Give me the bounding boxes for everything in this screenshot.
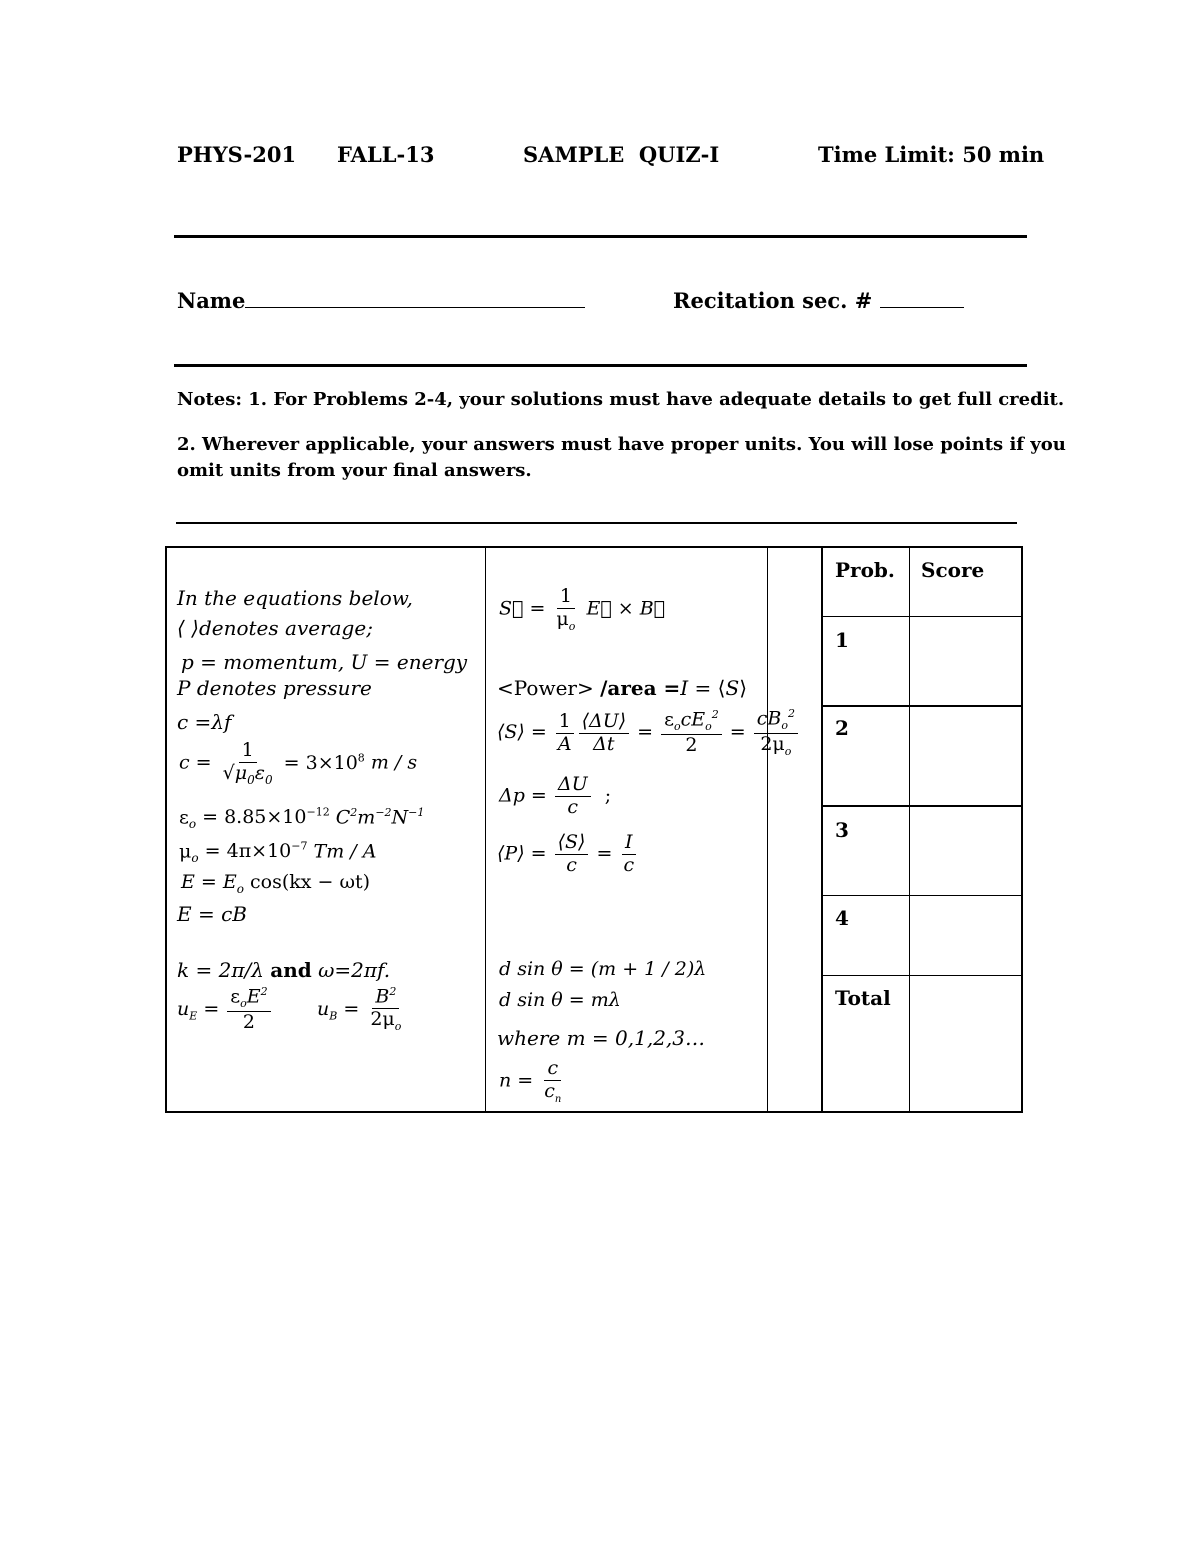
section-label: Recitation sec. # — [673, 288, 873, 313]
note-2-line2: omit units from your final answers. — [177, 460, 532, 481]
order-note: where m = 0,1,2,3… — [497, 1026, 705, 1050]
e-cb-formula: E = cB — [177, 902, 247, 926]
prob-row-3: 3 — [835, 818, 849, 842]
electric-energy-density-formula: $u_E$ = $\frac{\varepsilon_oE^2}{2}$ — [177, 986, 273, 1034]
top-rule — [174, 235, 1027, 238]
e-field-lhs: E = E — [181, 871, 237, 893]
row-divider — [822, 616, 1021, 617]
name-label: Name — [177, 288, 246, 313]
note-1: Notes: 1. For Problems 2-4, your solutions must have adequate details to get full credit. — [177, 389, 1065, 410]
momentum-energy-note: p = momentum, U = energy — [181, 650, 468, 674]
course-code: PHYS-201 — [177, 142, 297, 167]
prob-row-total: Total — [835, 986, 891, 1010]
permittivity-formula: $\varepsilon_o = 8.85\times 10^{-12}$ $C^2m^{-2}N^{-1}$ — [179, 806, 425, 832]
prob-row-1: 1 — [835, 628, 849, 652]
momentum-formula: Δp = $\frac{\Delta U}{c}$ ; — [499, 773, 612, 818]
row-divider — [822, 805, 1021, 807]
equations-intro: In the equations below, — [177, 586, 413, 610]
column-divider — [485, 548, 486, 1111]
pressure-formula: ⟨P⟩ = $\frac{⟨S⟩}{c}$ = $\frac{I}{c}$ — [497, 831, 635, 876]
column-divider — [821, 548, 823, 1111]
quiz-title: SAMPLE QUIZ-I — [523, 142, 720, 167]
bright-fringe-formula: d sin θ = (m + 1 / 2)λ — [499, 958, 707, 980]
power-label: <Power> — [497, 676, 594, 700]
name-field — [177, 288, 585, 313]
prob-column-header: Prob. — [835, 558, 895, 582]
time-limit: Time Limit: 50 min — [818, 142, 1045, 167]
speed-of-light-formula: c = $\frac{1}{√\mu_0\varepsilon_0}$ = $3\times 10^8$ m / s — [179, 739, 418, 787]
electric-field-wave-formula: $E = E_o$ cos(kx − ωt) — [181, 871, 371, 896]
permeability-formula: $\mu_o = 4\pi\times 10^{-7}$ Tm / A — [179, 840, 377, 866]
row-divider — [822, 975, 1021, 976]
name-blank[interactable] — [245, 307, 585, 308]
prob-row-2: 2 — [835, 716, 849, 740]
formula-score-table — [165, 546, 1023, 1113]
refractive-index-formula: n = $\frac{c}{c_n}$ — [499, 1057, 562, 1105]
column-divider — [909, 548, 910, 1111]
k-formula: k = 2π/λ — [177, 958, 264, 982]
row-divider — [822, 705, 1021, 707]
magnetic-energy-density-formula: $u_B$ = $\frac{B^2}{2\mu_o}$ — [317, 985, 402, 1033]
score-column-header: Score — [921, 558, 985, 582]
e-field-cos: cos(kx − ωt) — [250, 871, 371, 893]
note-2-line1: 2. Wherever applicable, your answers must have proper units. You will lose points if you — [177, 434, 1066, 455]
row-divider — [822, 895, 1021, 896]
section-field — [673, 288, 964, 313]
middle-rule — [174, 364, 1027, 367]
term-label: FALL-13 — [337, 142, 435, 167]
average-poynting-formula: ⟨S⟩ = $\frac{1}{A}$ $\frac{⟨\Delta U⟩}{\Delta t}$ = $\frac{\varepsilon_ocE_o^2}{2}$ = $\frac{cB_o^2}{2\mu_o}$ — [497, 708, 800, 758]
column-divider — [767, 548, 768, 1111]
prob-row-4: 4 — [835, 906, 849, 930]
intensity-formula: <Power> /area =I = ⟨S⟩ — [497, 676, 747, 700]
average-note: ⟨ ⟩denotes average; — [177, 616, 373, 640]
dark-fringe-formula: d sin θ = mλ — [499, 989, 621, 1011]
wavenumber-formula — [177, 958, 390, 982]
omega-formula: ω=2πf. — [318, 958, 391, 982]
section-blank[interactable] — [880, 307, 964, 308]
poynting-vector-formula: S⃗ = $\frac{1}{\mu_o}$ E⃗ × B⃗ — [499, 585, 666, 633]
wave-speed-formula: c =λf — [177, 710, 232, 734]
area-label: /area = — [600, 676, 681, 700]
notes-rule — [176, 522, 1017, 524]
pressure-note: P denotes pressure — [177, 676, 372, 700]
and-word: and — [270, 958, 312, 982]
